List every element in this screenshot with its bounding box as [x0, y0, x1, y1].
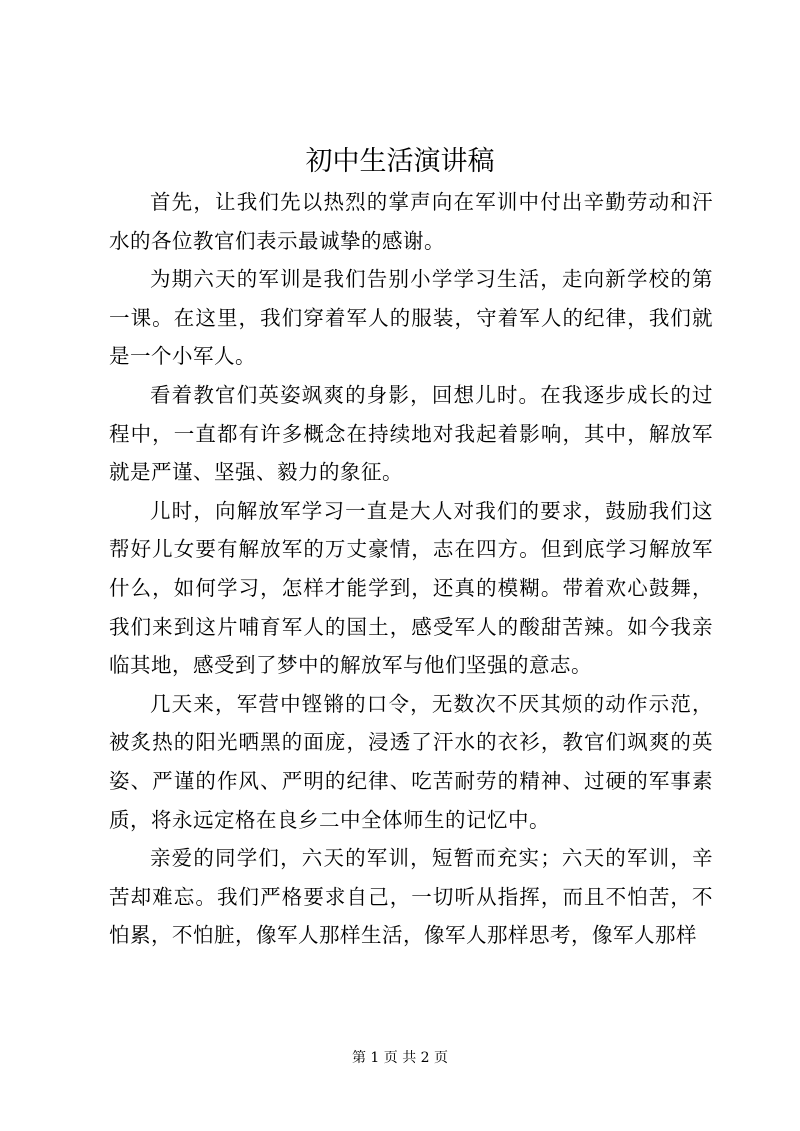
document-title: 初中生活演讲稿: [305, 146, 495, 177]
page-number-footer: 第 1 页 共 2 页: [351, 1050, 449, 1066]
paragraph-6: 亲爱的同学们，六天的军训，短暂而充实；六天的军训，辛苦却难忘。我们严格要求自己，一切听从指挥，而且不怕苦，不怕累，不怕脏，像军人那样生活，像军人那样思考，像军人那样: [109, 846, 713, 948]
paragraph-3: 看着教官们英姿飒爽的身影，回想儿时。在我逐步成长的过程中，一直都有许多概念在持续地对我起着影响，其中，解放军就是严谨、坚强、毅力的象征。: [109, 382, 713, 485]
document-body: [109, 183, 713, 955]
paragraph-1: 首先，让我们先以热烈的掌声向在军训中付出辛勤劳动和汗水的各位教官们表示最诚挚的感谢。: [109, 190, 713, 253]
paragraph-4: 儿时，向解放军学习一直是大人对我们的要求，鼓励我们这帮好儿女要有解放军的万丈豪情，志在四方。但到底学习解放军什么，如何学习，怎样才能学到，还真的模糊。带着欢心鼓舞，我们来到这片哺育军人的国土，感受军人的酸甜苦辣。如今我亲临其地，感受到了梦中的解放军与他们坚强的意志。: [109, 498, 713, 678]
paragraph-5: 几天来，军营中铿锵的口令，无数次不厌其烦的动作示范，被炙热的阳光晒黑的面庞，浸透了汗水的衣衫，教官们飒爽的英姿、严谨的作风、严明的纪律、吃苦耐劳的精神、过硬的军事素质，将永远定格在良乡二中全体师生的记忆中。: [109, 691, 713, 832]
paragraph-2: 为期六天的军训是我们告别小学学习生活，走向新学校的第一课。在这里，我们穿着军人的服装，守着军人的纪律，我们就是一个小军人。: [109, 267, 713, 369]
